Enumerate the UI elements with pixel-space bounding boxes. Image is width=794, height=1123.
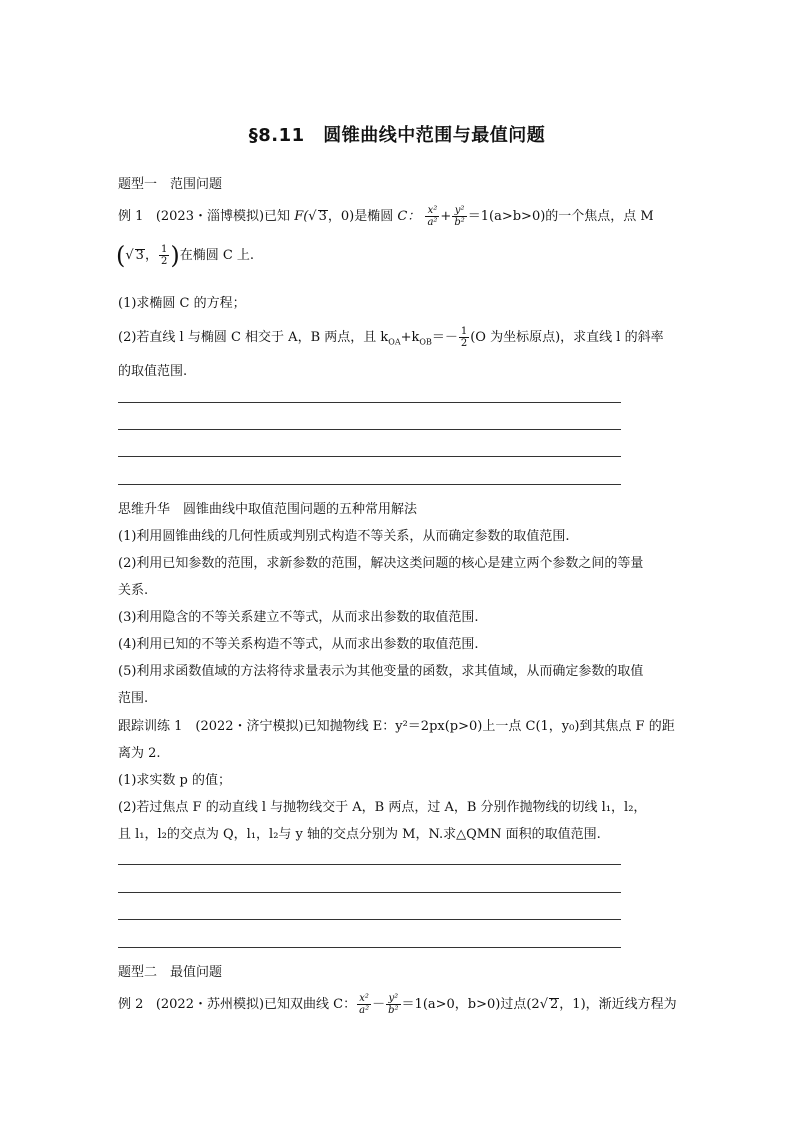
ellipse-label: C： [397,209,421,224]
sqrt-sign: √ [539,997,549,1012]
section-heading-extremum: 题型二 最值问题 [118,965,223,980]
answer-line [118,456,621,457]
example-label: 例 2 [118,997,144,1012]
thinking-heading: 思维升华 圆锥曲线中取值范围问题的五种常用解法 [118,502,418,517]
answer-line [118,864,621,865]
example-1-line-1 [118,205,654,228]
method-3: (3)利用隐含的不等关系建立不等式，从而求出参数的取值范围. [118,610,479,625]
example-1-question-2: (2)若直线 l 与椭圆 C 相交于 A，B 两点，且 $k_{OA}+k_{OB}=-$ $\frac{1}{2}$ (O 为坐标原点)，求直线 l 的斜率 [118,326,664,349]
answer-line [118,402,621,403]
focus-tail: ，0)是椭圆 [327,209,394,224]
answer-line [118,892,621,893]
method-5: (5)利用求函数值域的方法将待求量表示为其他变量的函数，求其值域，从而确定参数的取值 [118,664,644,679]
method-4: (4)利用已知的不等关系构造不等式，从而求出参数的取值范围. [118,637,479,652]
fraction-half: $\frac{1}{2}$ [160,244,168,267]
radicand: 2 [550,997,559,1012]
left-paren: ( [116,241,126,270]
fraction-y: $\frac{\text{y²}}{\text{b²}}$ [454,205,465,228]
fraction-x: $\frac{\text{x²}}{\text{a²}}$ [427,205,438,228]
training-1-question-1: (1)求实数 p 的值； [118,773,232,788]
minus-sign: － [372,997,386,1012]
comma: ， [144,248,158,263]
example-source: (2022・苏州模拟)已知双曲线 C： [155,997,357,1012]
equation-tail: ，1)，渐近线方程为 [559,997,677,1012]
plus-sign: + [440,209,452,224]
training-1-line-2: 离为 2. [118,746,161,761]
answer-line [118,484,621,485]
equation-condition: ＝1(a>0，b>0)过点(2 [401,997,540,1012]
answer-line [118,919,621,920]
example-label: 例 1 [118,209,144,224]
radicand: 3 [318,209,327,224]
method-2: (2)利用已知参数的范围，求新参数的范围，解决这类问题的核心是建立两个参数之间的等量 [118,556,644,571]
answer-line [118,429,621,430]
point-tail: 在椭圆 C 上. [179,248,255,263]
training-1-question-2-cont: 且 l₁，l₂的交点为 Q，l₁，l₂与 y 轴的交点分别为 M，N.求△QMN 面积的取值范围. [118,827,601,842]
fraction-y: $\frac{\text{y²}}{\text{b²}}$ [388,993,399,1016]
example-source: (2023・淄博模拟)已知 [155,209,291,224]
training-1-question-2: (2)若过焦点 F 的动直线 l 与抛物线交于 A，B 两点，过 A，B 分别作抛物线的切线 l₁，l₂， [118,800,647,815]
radicand: 3 [135,248,144,263]
training-1-line-1: 跟踪训练 1 (2022・济宁模拟)已知抛物线 E：y²＝2px(p>0)上一点 C(1，y₀)到其焦点 F 的距 [118,719,675,734]
page-title: §8.11 圆锥曲线中范围与最值问题 [248,125,546,146]
fraction-neg-half: $\frac{1}{2}$ [460,326,468,349]
method-2-cont: 关系. [118,583,149,598]
example-1-question-1: (1)求椭圆 C 的方程； [118,296,246,311]
sqrt-sign: √ [125,248,134,263]
example-1-question-2-cont: 的取值范围. [118,364,188,379]
right-paren: ) [170,241,180,270]
method-5-cont: 范围. [118,691,149,706]
example-1-line-2 [116,241,255,270]
section-heading-range: 题型一 范围问题 [118,177,223,192]
example-2-line-1 [118,993,677,1016]
method-1: (1)利用圆锥曲线的几何性质或判别式构造不等关系，从而确定参数的取值范围. [118,529,570,544]
sqrt-sign: √ [308,209,317,224]
focus-point: F( [294,209,309,224]
fraction-x: $\frac{\text{x²}}{\text{a²}}$ [359,993,370,1016]
answer-line [118,947,621,948]
equation-condition: ＝1(a>b>0)的一个焦点，点 M [467,209,654,224]
